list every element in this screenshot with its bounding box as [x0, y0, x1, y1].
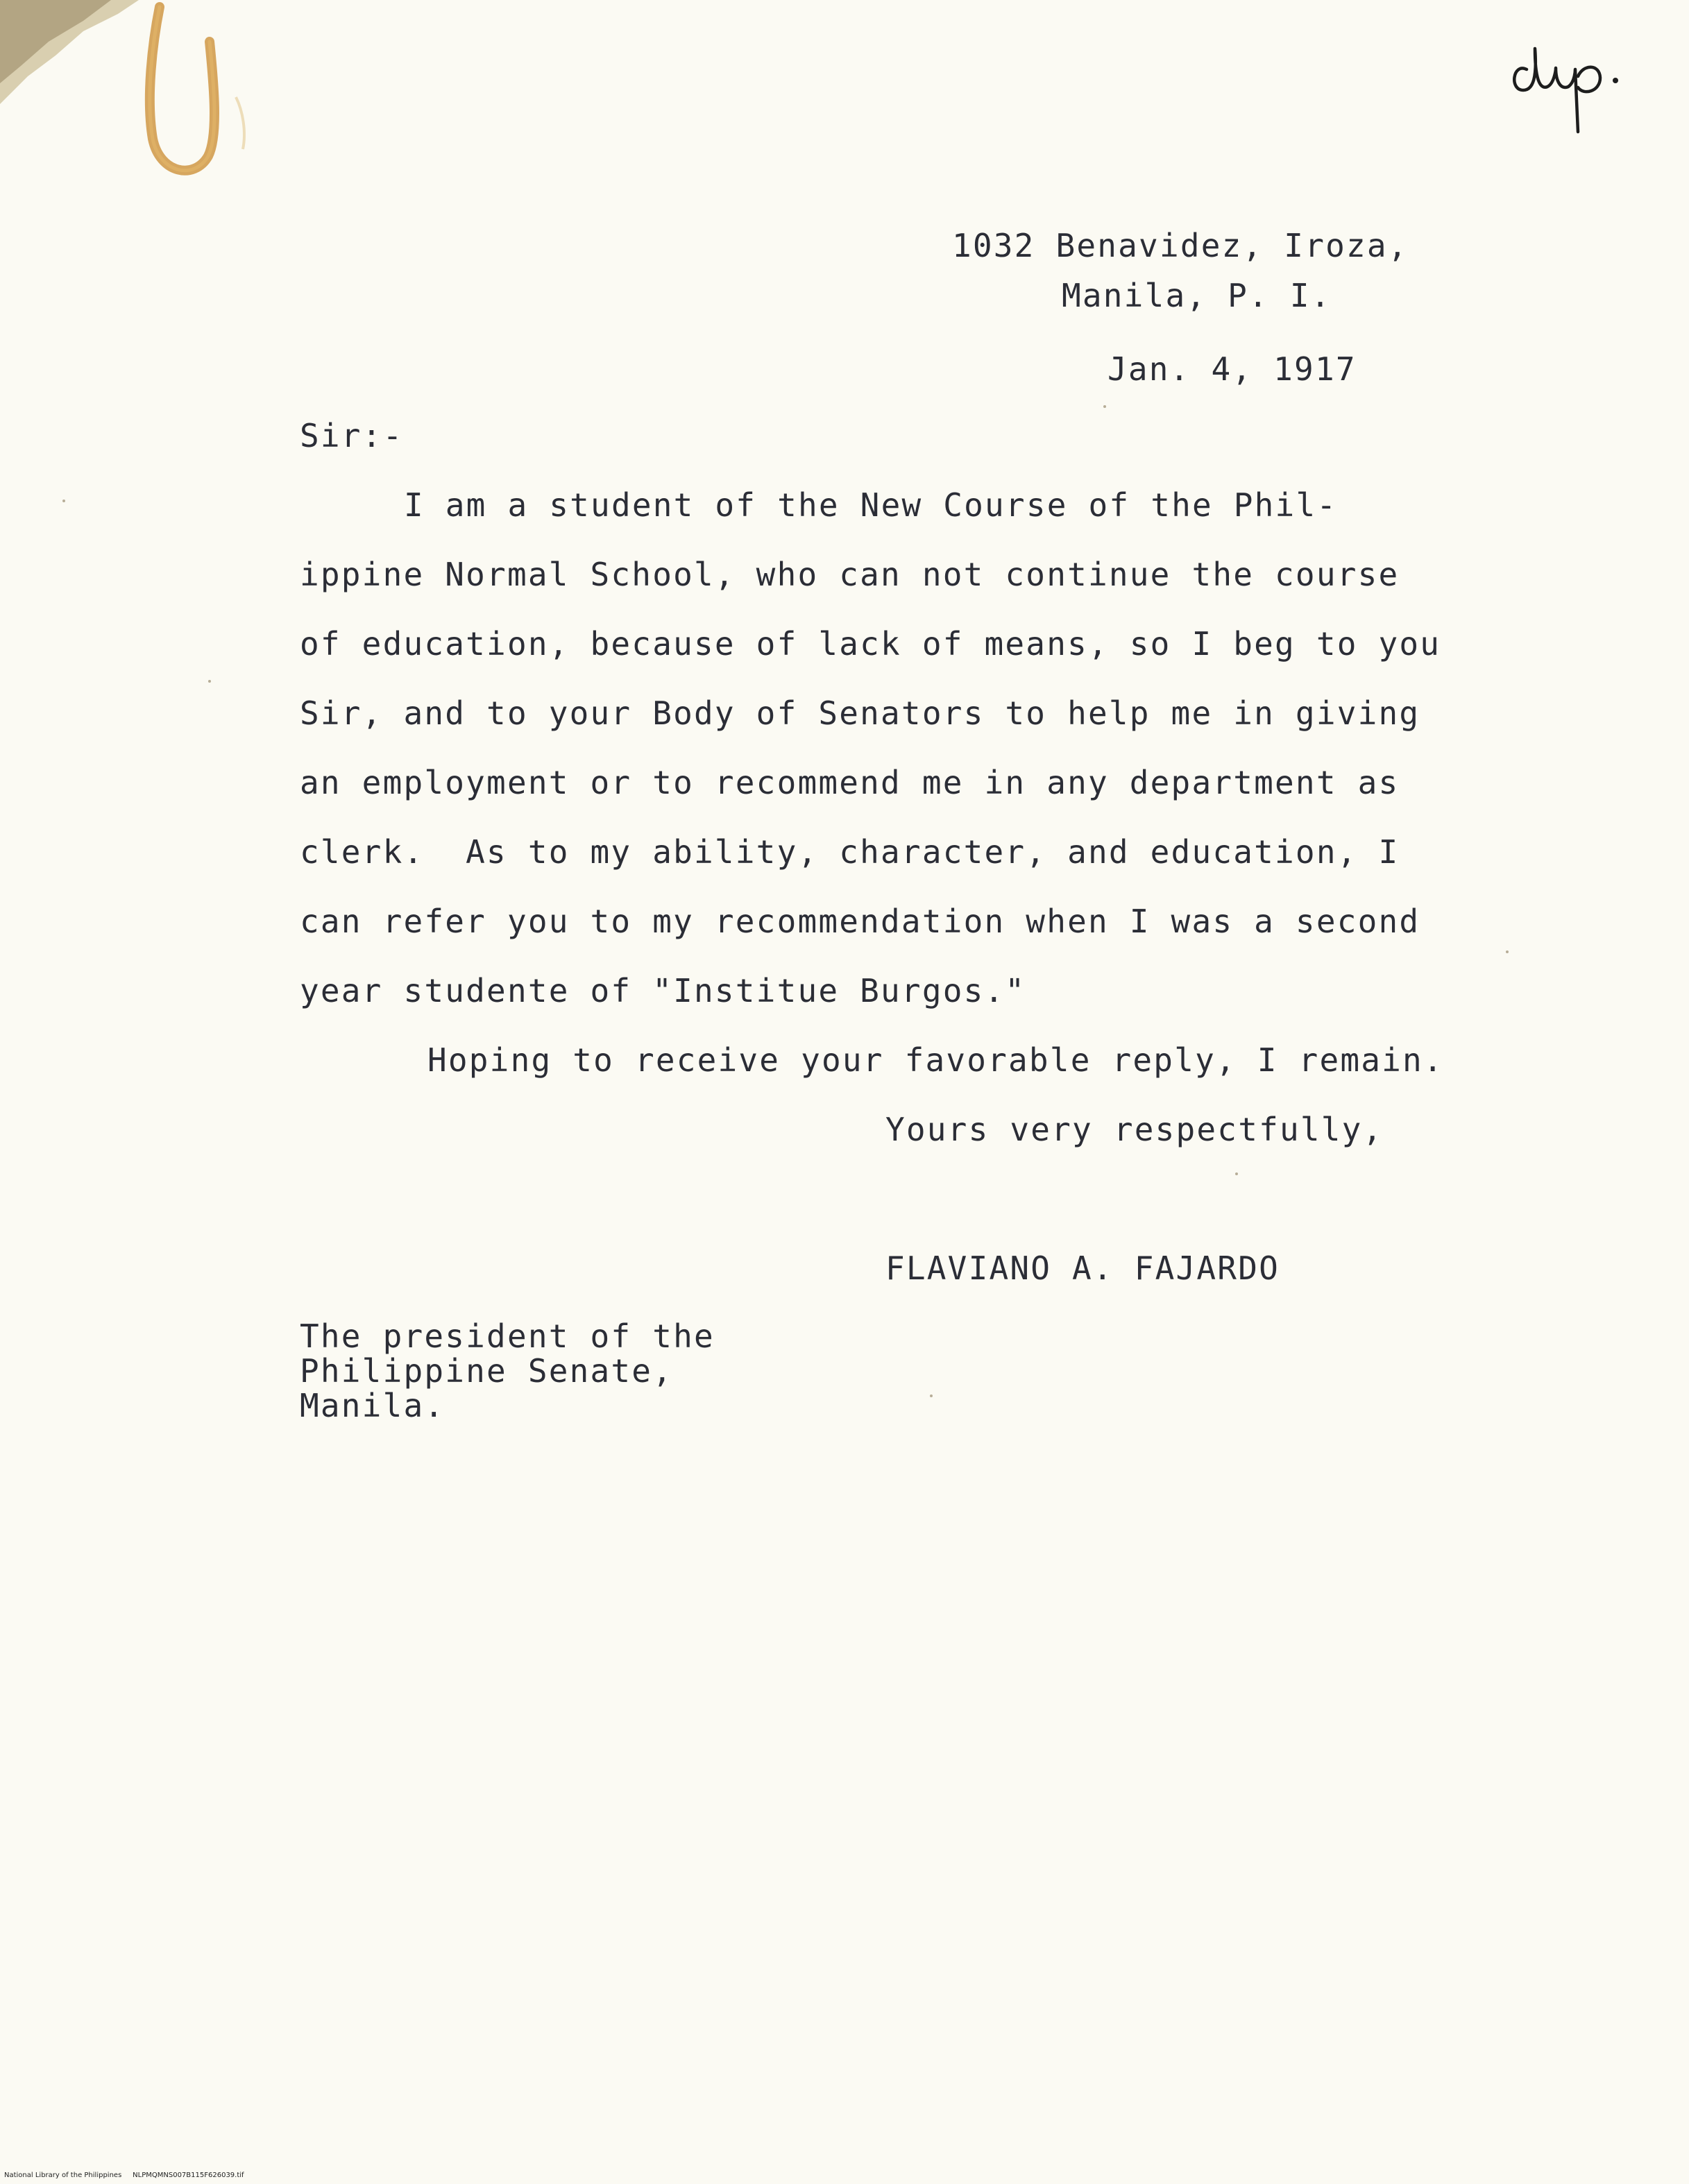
complimentary-close: Yours very respectfully,	[885, 1111, 1384, 1148]
paper-speck	[1506, 950, 1509, 953]
sender-address-line-2: Manila, P. I.	[1062, 277, 1332, 314]
torn-corner	[0, 0, 153, 104]
recipient-line: Manila.	[300, 1387, 445, 1424]
recipient-line: The president of the	[300, 1317, 715, 1355]
body-line: year studente of "Institue Burgos."	[300, 972, 1026, 1009]
closing-line: Hoping to receive your favorable reply, I remain.	[427, 1041, 1444, 1079]
recipient-line: Philippine Senate,	[300, 1352, 674, 1390]
handwritten-dup-annotation	[1506, 21, 1624, 146]
paper-speck	[208, 680, 211, 683]
body-line: I am a student of the New Course of the Phil-	[404, 486, 1338, 524]
sender-address-line-1: 1032 Benavidez, Iroza,	[952, 227, 1409, 264]
paper-speck	[1235, 1172, 1238, 1175]
body-line: of education, because of lack of means, so I beg to you	[300, 625, 1441, 663]
paperclip-rust-stain	[132, 0, 250, 194]
paper-speck	[1103, 405, 1106, 408]
scan-footer-label: National Library of the Philippines NLPMQMNS007B115F626039.tif	[4, 2172, 244, 2179]
body-line: Sir, and to your Body of Senators to help me in giving	[300, 694, 1420, 732]
body-line: ippine Normal School, who can not continue the course	[300, 556, 1400, 593]
letter-date: Jan. 4, 1917	[1107, 350, 1357, 388]
body-line: can refer you to my recommendation when I was a second	[300, 903, 1420, 940]
signature-name: FLAVIANO A. FAJARDO	[885, 1249, 1280, 1287]
paper-speck	[62, 500, 65, 502]
paper-speck	[930, 1394, 933, 1397]
scan-footer-strip	[0, 2170, 1689, 2184]
body-line: an employment or to recommend me in any department as	[300, 764, 1400, 801]
salutation: Sir:-	[300, 417, 404, 454]
body-line: clerk. As to my ability, character, and education, I	[300, 833, 1400, 871]
